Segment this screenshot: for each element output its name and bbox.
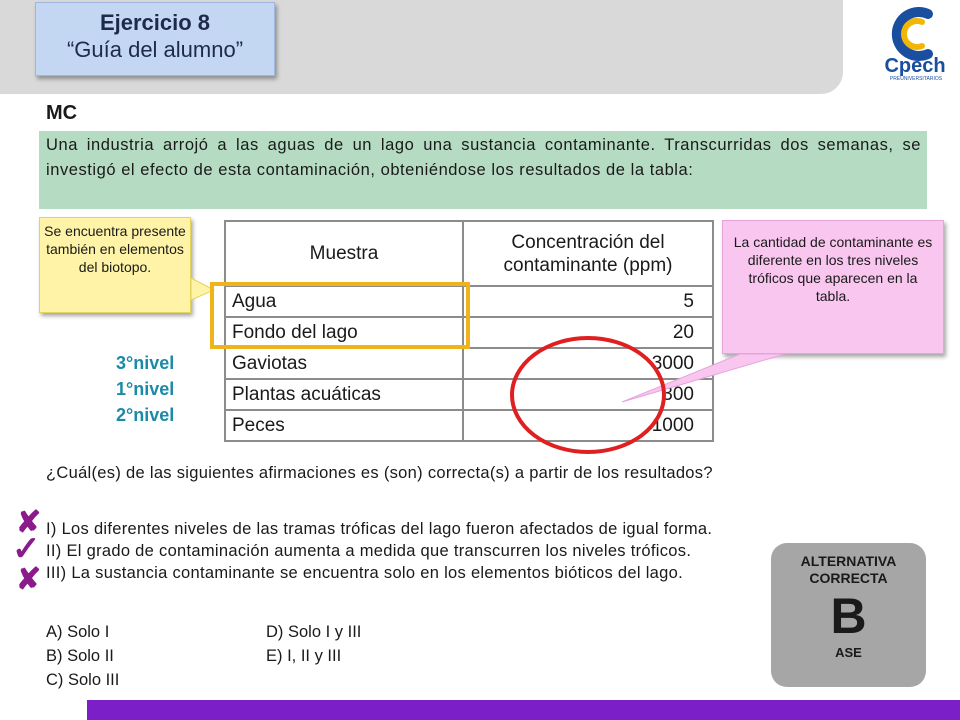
section-label: MC xyxy=(46,102,78,124)
callout-biotopo: Se encuentra presente también en elementos del biotopo. xyxy=(39,217,191,313)
answer-options xyxy=(46,620,362,692)
cell-value: 1000 xyxy=(463,410,713,441)
wrong-mark-icon: ✘ xyxy=(16,563,42,596)
correct-answer-box xyxy=(771,543,926,687)
page-subtitle: “Guía del alumno” xyxy=(66,37,244,62)
statement-3: III) La sustancia contaminante se encuentra solo en los elementos bióticos del lago. xyxy=(46,564,683,582)
wrong-mark-icon: ✘ xyxy=(16,506,42,539)
statements-list xyxy=(46,518,712,584)
answer-box-label-2: CORRECTA xyxy=(809,570,888,586)
answer-code: ASE xyxy=(835,645,862,660)
cell-value: 20 xyxy=(463,317,713,348)
header-muestra: Muestra xyxy=(225,221,463,286)
logo-tagline: PREUNIVERSITARIOS xyxy=(889,76,943,82)
callout-niveles: La cantidad de contaminante es diferente en los tres niveles tróficos que aparecen en la tabla. xyxy=(722,220,944,354)
answer-box-label-1: ALTERNATIVA xyxy=(800,553,897,569)
cell-sample: Plantas acuáticas xyxy=(225,379,463,410)
trophic-levels xyxy=(116,350,174,428)
answer-letter: B xyxy=(830,588,867,644)
check-mark-icon: ✓ xyxy=(12,530,41,568)
option-d: D) Solo I y III xyxy=(266,623,362,641)
cell-value: 3000 xyxy=(463,348,713,379)
option-a: A) Solo I xyxy=(46,623,110,641)
option-row xyxy=(46,620,362,644)
option-row xyxy=(46,644,342,668)
level-plantas: 1°nivel xyxy=(116,379,175,399)
intro-paragraph: Una industria arrojó a las aguas de un lago una sustancia contaminante. Transcurridas dos semanas, se investigó el efecto de esta contaminación, obteniéndose los resultados de la tabla: xyxy=(39,131,927,209)
level-gaviotas: 3°nivel xyxy=(116,353,175,373)
footer-bar xyxy=(87,700,960,720)
cell-value: 5 xyxy=(463,286,713,317)
statement-2: II) El grado de contaminación aumenta a medida que transcurren los niveles tróficos. xyxy=(46,542,692,560)
cell-sample: Agua xyxy=(225,286,463,317)
option-b: B) Solo II xyxy=(46,647,114,665)
level-peces: 2°nivel xyxy=(116,405,175,425)
cell-sample: Fondo del lago xyxy=(225,317,463,348)
cell-sample: Gaviotas xyxy=(225,348,463,379)
header-concentracion: Concentración del contaminante (ppm) xyxy=(463,221,713,286)
statement-1: I) Los diferentes niveles de las tramas tróficas del lago fueron afectados de igual forma. xyxy=(46,520,713,538)
highlight-rectangle xyxy=(212,284,468,347)
page-title: Ejercicio 8 xyxy=(99,10,211,35)
option-c: C) Solo III xyxy=(46,671,120,689)
question-text: ¿Cuál(es) de las siguientes afirmaciones es (son) correcta(s) a partir de los resultados? xyxy=(46,464,713,482)
option-row xyxy=(46,668,119,692)
cell-sample: Peces xyxy=(225,410,463,441)
option-e: E) I, II y III xyxy=(266,647,342,665)
cell-value: 300 xyxy=(463,379,713,410)
logo-text: Cpech xyxy=(884,55,946,77)
